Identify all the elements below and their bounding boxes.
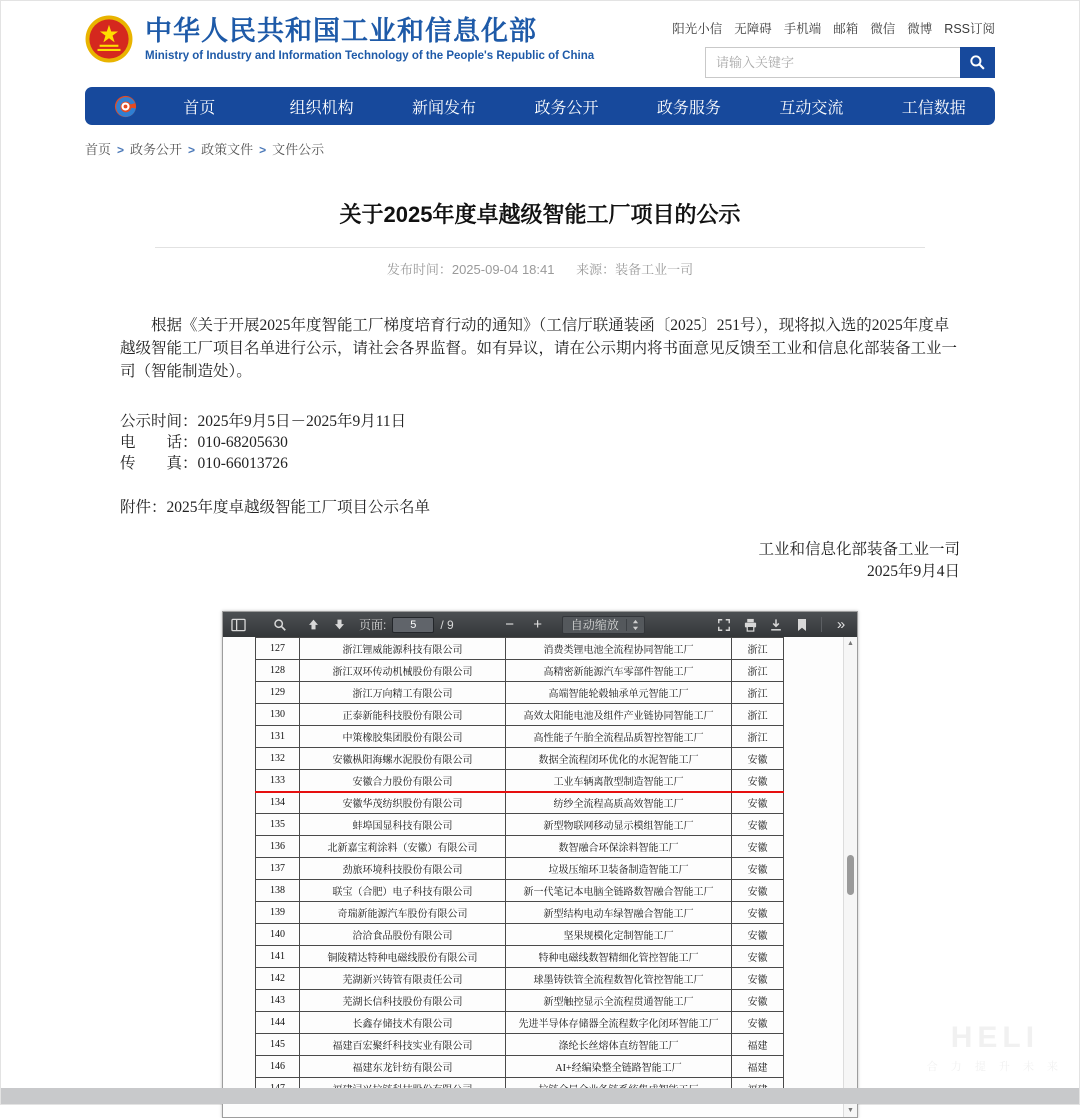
cell-company: 长鑫存储技术有限公司 — [300, 1012, 506, 1034]
breadcrumb-link[interactable]: 首页 — [85, 142, 112, 157]
cell-seq-no: 138 — [256, 880, 300, 902]
table-row — [256, 880, 784, 902]
toolbar-right-group — [714, 615, 851, 635]
scroll-down-icon[interactable]: ▼ — [847, 1107, 854, 1114]
sidebar-toggle-icon — [231, 618, 246, 632]
signature-block — [120, 539, 960, 583]
site-subtitle: Ministry of Industry and Information Technology of the People's Republic of China — [145, 49, 595, 62]
cell-company: 奇瑞新能源汽车股份有限公司 — [300, 902, 506, 924]
pdf-viewer — [222, 611, 858, 1118]
presentation-mode-icon — [717, 618, 731, 632]
cell-seq-no: 133 — [256, 770, 300, 792]
cell-company: 北新嘉宝莉涂料（安徽）有限公司 — [300, 836, 506, 858]
cell-seq-no: 145 — [256, 1034, 300, 1056]
table-row — [256, 792, 784, 814]
cell-province: 浙江 — [732, 726, 784, 748]
cell-project: 工业车辆离散型制造智能工厂 — [506, 770, 732, 792]
breadcrumb-separator: > — [117, 143, 125, 157]
table-row — [256, 770, 784, 792]
cell-province: 浙江 — [732, 660, 784, 682]
main-nav — [85, 87, 995, 125]
cell-province: 安徽 — [732, 770, 784, 792]
breadcrumb-item — [130, 142, 201, 157]
cell-project: 新一代笔记本电脑全链路数智融合智能工厂 — [506, 880, 732, 902]
cell-province: 安徽 — [732, 792, 784, 814]
next-page-button[interactable] — [329, 615, 349, 635]
site-brand — [85, 15, 594, 63]
article-title: 关于2025年度卓越级智能工厂项目的公示 — [339, 202, 741, 227]
nav-item[interactable]: 首页 — [183, 99, 216, 117]
cell-project: 数智融合环保涂料智能工厂 — [506, 836, 732, 858]
brand-text — [145, 16, 594, 61]
search-input[interactable] — [705, 47, 960, 78]
detail-line: 电 话：010-68205630 — [120, 434, 288, 451]
breadcrumb-link[interactable]: 文件公示 — [272, 142, 325, 157]
table-row — [256, 924, 784, 946]
zoom-select-arrows — [626, 619, 639, 631]
cell-seq-no: 139 — [256, 902, 300, 924]
watermark-slogan: 合 力 提 升 未 来 — [926, 1061, 1063, 1073]
table-row — [256, 836, 784, 858]
top-link[interactable]: RSS订阅 — [944, 22, 995, 36]
cell-seq-no: 127 — [256, 638, 300, 660]
cell-company: 芜湖长信科技股份有限公司 — [300, 990, 506, 1012]
arrow-up-icon — [307, 618, 320, 631]
cell-seq-no: 130 — [256, 704, 300, 726]
signature-department: 工业和信息化部装备工业一司 — [758, 541, 960, 558]
heli-watermark — [927, 1021, 1063, 1074]
cell-project: 高效太阳能电池及组件产业链协同智能工厂 — [506, 704, 732, 726]
download-button[interactable] — [766, 615, 786, 635]
nav-item[interactable]: 新闻发布 — [412, 99, 477, 117]
page-label: 页面: — [359, 618, 387, 632]
attachment-link[interactable]: 附件：2025年度卓越级智能工厂项目公示名单 — [120, 499, 431, 516]
table-row — [256, 638, 784, 660]
cell-company: 中策橡胶集团股份有限公司 — [300, 726, 506, 748]
cell-province: 安徽 — [732, 924, 784, 946]
table-row — [256, 704, 784, 726]
table-body — [256, 638, 784, 1100]
cell-project: 高端智能轮毂轴承单元智能工厂 — [506, 682, 732, 704]
nav-item[interactable]: 工信数据 — [901, 99, 966, 117]
watermark-logo-text: HELI — [950, 1021, 1040, 1054]
miit-logo-icon — [113, 94, 138, 119]
nav-item[interactable]: 政务服务 — [656, 99, 721, 117]
footer-strip — [1, 1088, 1079, 1104]
page-number-input[interactable] — [392, 617, 434, 633]
find-button[interactable] — [270, 615, 290, 635]
table-row — [256, 814, 784, 836]
breadcrumb-separator: > — [188, 143, 196, 157]
cell-province: 浙江 — [732, 704, 784, 726]
bookmark-icon — [796, 618, 808, 632]
cell-seq-no: 129 — [256, 682, 300, 704]
cell-company: 福建百宏聚纤科技实业有限公司 — [300, 1034, 506, 1056]
cell-project: 新型结构电动车绿智融合智能工厂 — [506, 902, 732, 924]
zoom-in-button[interactable] — [528, 615, 548, 635]
header-right — [672, 15, 995, 78]
site-header — [85, 1, 995, 78]
cell-province: 安徽 — [732, 1012, 784, 1034]
cell-company: 安徽枞阳海螺水泥股份有限公司 — [300, 748, 506, 770]
cell-project: 特种电磁线数智精细化管控智能工厂 — [506, 946, 732, 968]
table-row — [256, 968, 784, 990]
plus-icon: + — [533, 616, 543, 633]
cell-company: 正泰新能科技股份有限公司 — [300, 704, 506, 726]
scroll-up-icon[interactable]: ▲ — [847, 640, 854, 647]
table-row — [256, 858, 784, 880]
cell-province: 福建 — [732, 1056, 784, 1078]
print-button[interactable] — [740, 615, 760, 635]
breadcrumb-separator: > — [259, 143, 267, 157]
arrow-down-icon — [333, 618, 346, 631]
table-row — [256, 660, 784, 682]
cell-company: 安徽合力股份有限公司 — [300, 770, 506, 792]
search-icon — [969, 54, 986, 71]
cell-company: 联宝（合肥）电子科技有限公司 — [300, 880, 506, 902]
zoom-select-value: 自动缩放 — [570, 618, 619, 632]
table-row — [256, 726, 784, 748]
cell-company: 洽洽食品股份有限公司 — [300, 924, 506, 946]
chevron-double-right-icon: » — [836, 616, 846, 633]
nav-item[interactable]: 互动交流 — [779, 99, 844, 117]
cell-project: 新型触控显示全流程贯通智能工厂 — [506, 990, 732, 1012]
title-divider — [155, 247, 925, 248]
page-total: / 9 — [440, 617, 454, 632]
cell-project: 球墨铸铁管全流程数智化管控智能工厂 — [506, 968, 732, 990]
article — [85, 198, 995, 583]
table-row — [256, 990, 784, 1012]
signature-date: 2025年9月4日 — [866, 563, 960, 580]
minus-icon: − — [505, 616, 515, 633]
download-icon — [769, 618, 783, 632]
cell-project: 涤纶长丝熔体直纺智能工厂 — [506, 1034, 732, 1056]
detail-lines — [120, 411, 960, 474]
cell-company: 铜陵精达特种电磁线股份有限公司 — [300, 946, 506, 968]
cell-project: 高精密新能源汽车零部件智能工厂 — [506, 660, 732, 682]
search-button[interactable] — [960, 47, 995, 78]
article-paragraph: 根据《关于开展2025年度智能工厂梯度培育行动的通知》（工信厅联通装函〔2025〕251号），现将拟入选的2025年度卓越级智能工厂项目名单进行公示，请社会各界监督。如有异议，请在公示期内将书面意见反馈至工业和信息化部装备工业一司（智能制造处）。 — [120, 317, 958, 380]
site-title: 中华人民共和国工业和信息化部 — [145, 16, 537, 47]
toolbar-divider — [821, 617, 822, 632]
table-row — [256, 682, 784, 704]
table-row — [256, 1034, 784, 1056]
sidebar-toggle-button[interactable] — [228, 615, 248, 635]
table-row — [256, 1056, 784, 1078]
cell-seq-no: 142 — [256, 968, 300, 990]
publish-time: 发布时间：2025-09-04 18:41 — [386, 262, 555, 277]
article-source: 来源：装备工业一司 — [576, 262, 694, 277]
cell-company: 劲旅环境科技股份有限公司 — [300, 858, 506, 880]
cell-project: 坚果规模化定制智能工厂 — [506, 924, 732, 946]
cell-seq-no: 131 — [256, 726, 300, 748]
pdf-scrollbar — [843, 637, 857, 1117]
pdf-toolbar — [223, 612, 857, 638]
pdf-page — [223, 637, 857, 1117]
zoom-out-button[interactable] — [500, 615, 520, 635]
article-meta — [85, 259, 995, 278]
breadcrumb-item — [201, 142, 272, 157]
breadcrumb-item — [85, 142, 130, 157]
breadcrumb-link[interactable]: 政策文件 — [201, 142, 254, 157]
cell-province: 浙江 — [732, 638, 784, 660]
factory-list-table — [255, 637, 784, 1100]
national-emblem-icon — [85, 15, 133, 63]
cell-company: 福建东龙针纺有限公司 — [300, 1056, 506, 1078]
cell-company: 浙江万向精工有限公司 — [300, 682, 506, 704]
cell-project: 数据全流程闭环优化的水泥智能工厂 — [506, 748, 732, 770]
cell-project: 高性能子午胎全流程品质智控智能工厂 — [506, 726, 732, 748]
search-bar — [705, 47, 995, 78]
cell-seq-no: 143 — [256, 990, 300, 1012]
scrollbar-thumb[interactable] — [847, 855, 854, 895]
cell-seq-no: 132 — [256, 748, 300, 770]
cell-seq-no: 141 — [256, 946, 300, 968]
cell-province: 安徽 — [732, 968, 784, 990]
cell-province: 安徽 — [732, 902, 784, 924]
cell-seq-no: 134 — [256, 792, 300, 814]
cell-province: 安徽 — [732, 990, 784, 1012]
cell-province: 安徽 — [732, 858, 784, 880]
zoom-select[interactable] — [562, 616, 645, 634]
breadcrumb — [85, 139, 995, 158]
cell-province: 安徽 — [732, 748, 784, 770]
find-icon — [273, 618, 287, 632]
top-link[interactable]: 阳光小信 — [672, 22, 723, 36]
bookmark-button[interactable] — [792, 615, 812, 635]
cell-province: 浙江 — [732, 682, 784, 704]
cell-project: 消费类锂电池全流程协同智能工厂 — [506, 638, 732, 660]
nav-item[interactable]: 组织机构 — [289, 99, 354, 117]
nav-item[interactable]: 政务公开 — [534, 99, 599, 117]
cell-seq-no: 140 — [256, 924, 300, 946]
top-link[interactable]: 无障碍 — [734, 22, 772, 36]
cell-seq-no: 136 — [256, 836, 300, 858]
cell-project: 先进半导体存储器全流程数字化闭环智能工厂 — [506, 1012, 732, 1034]
cell-project: AI+经编染整全链路智能工厂 — [506, 1056, 732, 1078]
cell-company: 安徽华茂纺织股份有限公司 — [300, 792, 506, 814]
cell-seq-no: 128 — [256, 660, 300, 682]
cell-province: 安徽 — [732, 814, 784, 836]
table-row — [256, 902, 784, 924]
cell-province: 安徽 — [732, 946, 784, 968]
detail-line: 传 真：010-66013726 — [120, 455, 288, 472]
article-body — [85, 314, 995, 583]
top-link[interactable]: 微信 — [870, 22, 896, 36]
cell-company: 浙江锂威能源科技有限公司 — [300, 638, 506, 660]
table-row — [256, 946, 784, 968]
breadcrumb-list — [85, 142, 324, 157]
top-links — [672, 19, 995, 37]
cell-province: 安徽 — [732, 836, 784, 858]
chevron-up-down-icon — [632, 619, 639, 631]
cell-project: 垃圾压缩环卫装备制造智能工厂 — [506, 858, 732, 880]
top-link[interactable]: 微博 — [907, 22, 933, 36]
cell-seq-no: 146 — [256, 1056, 300, 1078]
cell-province: 福建 — [732, 1034, 784, 1056]
previous-page-button[interactable] — [303, 615, 323, 635]
table-row — [256, 748, 784, 770]
top-link[interactable]: 邮箱 — [833, 22, 859, 36]
top-link[interactable]: 手机端 — [783, 22, 822, 36]
cell-province: 安徽 — [732, 880, 784, 902]
cell-company: 蚌埠国显科技有限公司 — [300, 814, 506, 836]
cell-seq-no: 135 — [256, 814, 300, 836]
cell-project: 新型物联网移动显示模组智能工厂 — [506, 814, 732, 836]
presentation-mode-button[interactable] — [714, 615, 734, 635]
table-row — [256, 1012, 784, 1034]
breadcrumb-link[interactable]: 政务公开 — [130, 142, 183, 157]
cell-seq-no: 144 — [256, 1012, 300, 1034]
cell-company: 芜湖新兴铸管有限责任公司 — [300, 968, 506, 990]
detail-line: 公示时间：2025年9月5日－2025年9月11日 — [120, 413, 407, 430]
cell-project: 纺纱全流程高质高效智能工厂 — [506, 792, 732, 814]
cell-company: 浙江双环传动机械股份有限公司 — [300, 660, 506, 682]
print-icon — [743, 618, 758, 632]
more-tools-button[interactable] — [831, 615, 851, 635]
cell-seq-no: 137 — [256, 858, 300, 880]
breadcrumb-item — [272, 142, 324, 157]
